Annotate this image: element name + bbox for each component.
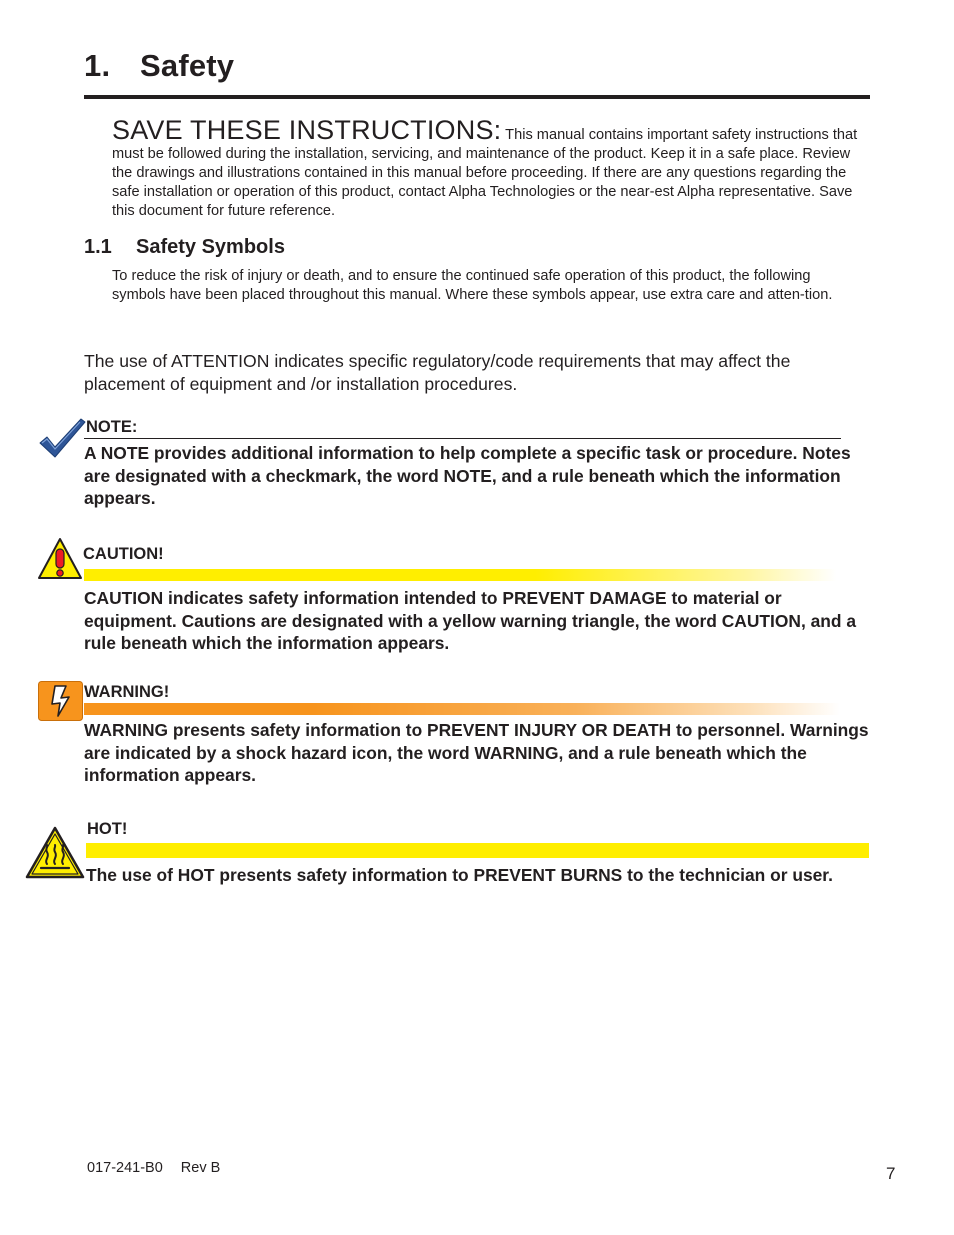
note-rule xyxy=(84,438,841,439)
note-body: A NOTE provides additional information to help complete a specific task or procedure. Notes are designated with a checkmark, the word NOTE, and a rule beneath which the information appears. xyxy=(84,443,851,508)
attention-paragraph: The use of ATTENTION indicates specific regulatory/code requirements that may affect the placement of equipment and /or installation procedures. xyxy=(84,351,791,394)
hot-body: The use of HOT presents safety information to PREVENT BURNS to the technician or user. xyxy=(86,865,833,885)
warning-triangle-icon xyxy=(37,537,83,580)
page-number: 7 xyxy=(886,1164,896,1183)
hot-rule xyxy=(86,843,869,858)
shock-hazard-icon xyxy=(38,681,83,721)
footer-document-id xyxy=(87,1160,238,1176)
warning-rule xyxy=(84,703,840,715)
warning-body: WARNING presents safety information to PREVENT INJURY OR DEATH to personnel. Warnings are indicated by a shock hazard icon, the word WARNING, and a rule beneath which the information appears. xyxy=(84,720,869,785)
revision: Rev B xyxy=(180,1160,221,1176)
caution-label: CAUTION! xyxy=(83,545,164,563)
document-number: 017-241-B0 xyxy=(87,1160,163,1176)
section-number: 1.1 xyxy=(84,236,112,258)
save-instructions-text: This manual contains important safety instructions that must be followed during the installation, servicing, and maintenance of the product. Keep it in a safe place. Review the drawings and illustrations contained in this manual before proceeding. If there are any questions regarding the safe installation or operation of this product, contact Alpha Technologies or the near-est Alpha representative. Save this document for future reference. xyxy=(112,127,858,219)
caution-rule xyxy=(84,569,836,581)
page-title xyxy=(84,48,234,84)
safety-symbols-intro: To reduce the risk of injury or death, and to ensure the continued safe operation of this product, the following symbols have been placed throughout this manual. Where these symbols appear, use extra care and atten-tion. xyxy=(112,268,833,303)
title-rule xyxy=(84,95,870,99)
chapter-number: 1. xyxy=(84,48,111,83)
chapter-title: Safety xyxy=(140,48,235,83)
warning-label: WARNING! xyxy=(84,683,170,701)
hot-label: HOT! xyxy=(87,820,128,838)
caution-body: CAUTION indicates safety information intended to PREVENT DAMAGE to material or equipment. Cautions are designated with a yellow warning triangle, the word CAUTION, and a rule beneath which the information appears. xyxy=(84,588,857,653)
save-instructions-paragraph xyxy=(112,116,868,221)
section-title: Safety Symbols xyxy=(136,236,285,258)
note-label: NOTE: xyxy=(86,418,138,436)
save-instructions-headline: SAVE THESE INSTRUCTIONS: xyxy=(112,115,502,145)
section-heading xyxy=(84,236,285,259)
hot-surface-icon xyxy=(25,826,85,879)
checkmark-icon xyxy=(38,417,86,459)
